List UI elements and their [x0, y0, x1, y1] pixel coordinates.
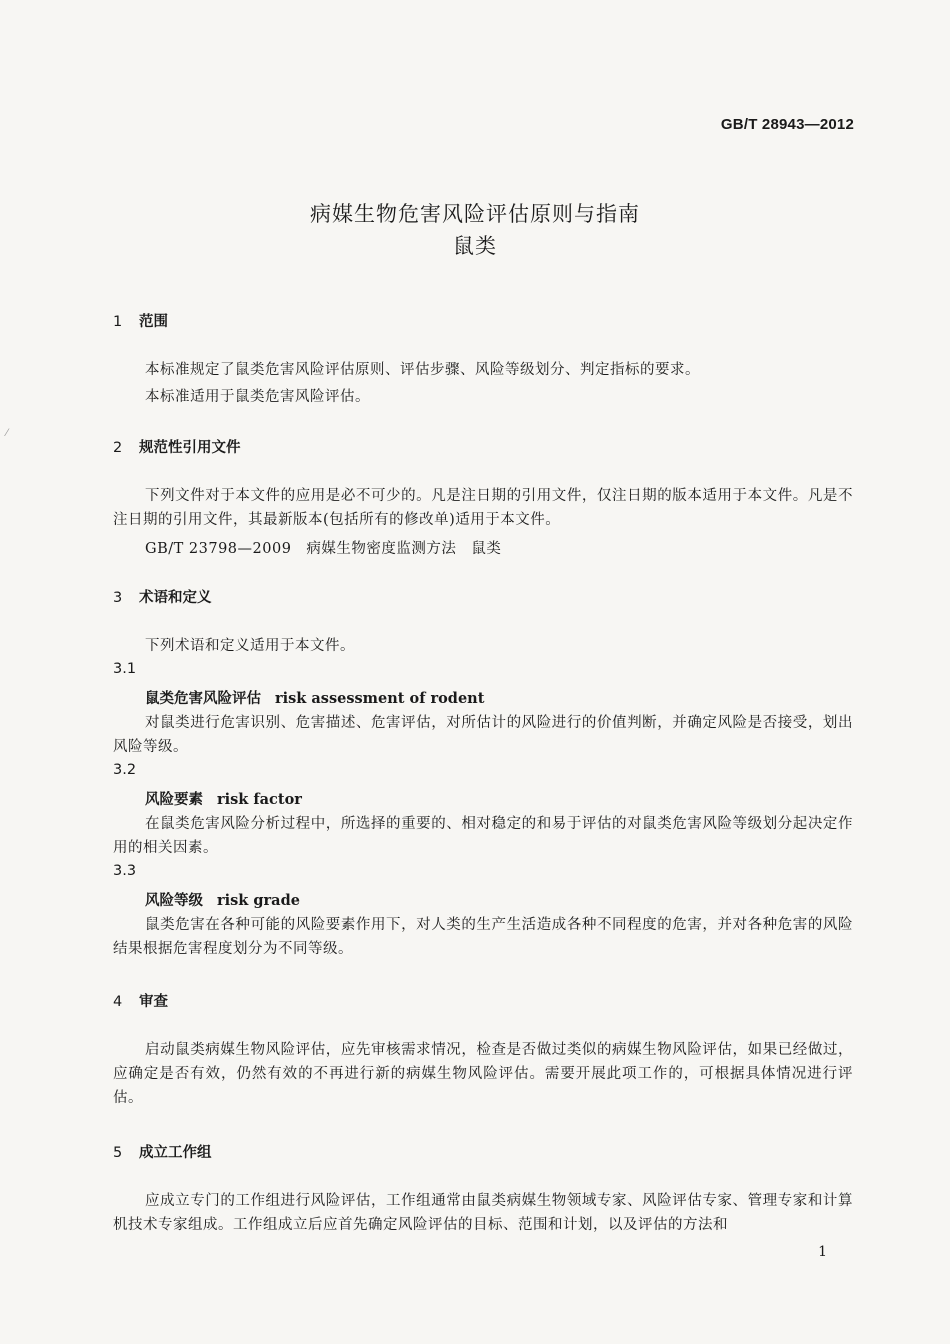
section-number: 3 [113, 590, 123, 606]
term-zh: 风险等级 [145, 893, 203, 909]
section-title: 范围 [139, 314, 168, 330]
section-number: 1 [113, 314, 123, 330]
section-3-intro: 下列术语和定义适用于本文件。 [145, 638, 355, 654]
title-line-2: 鼠类 [453, 234, 497, 258]
section-number: 4 [113, 994, 123, 1010]
section-5-para-1: 应成立专门的工作组进行风险评估，工作组通常由鼠类病媒生物领域专家、风险评估专家、管理专家和计算机技术专家组成。工作组成立后应首先确定风险评估的目标、范围和计划，以及评估的方法和 [113, 1193, 853, 1233]
term-en: risk factor [217, 791, 302, 808]
term-zh: 风险要素 [145, 792, 203, 808]
term-3-1 [145, 687, 484, 708]
section-2-para-1: 下列文件对于本文件的应用是必不可少的。凡是注日期的引用文件，仅注日期的版本适用于本文件。凡是不注日期的引用文件，其最新版本(包括所有的修改单)适用于本文件。 [113, 488, 853, 528]
section-5-heading [113, 1141, 212, 1162]
section-2-heading [113, 436, 241, 457]
section-title: 审查 [139, 994, 168, 1010]
standard-code: GB/T 28943—2012 [720, 116, 854, 133]
title-line-1: 病媒生物危害风险评估原则与指南 [310, 202, 640, 226]
section-4-para-1: 启动鼠类病媒生物风险评估，应先审核需求情况，检查是否做过类似的病媒生物风险评估，如果已经做过，应确定是否有效，仍然有效的不再进行新的病媒生物风险评估。需要开展此项工作的，可根据具体情况进行评估。 [113, 1042, 853, 1106]
term-en: risk grade [217, 892, 300, 909]
page-number: 1 [818, 1244, 827, 1260]
scan-mark: ⁄ [6, 428, 8, 439]
section-title: 规范性引用文件 [139, 440, 241, 456]
section-1-para-1: 本标准规定了鼠类危害风险评估原则、评估步骤、风险等级划分、判定指标的要求。 [145, 362, 700, 378]
section-number: 2 [113, 440, 123, 456]
term-3-3-number: 3.3 [113, 863, 137, 879]
document-title [0, 198, 950, 262]
section-1-heading [113, 310, 168, 331]
normative-reference: GB/T 23798—2009 病媒生物密度监测方法 鼠类 [145, 541, 502, 557]
term-en: risk assessment of rodent [275, 690, 485, 707]
term-3-2-definition: 在鼠类危害风险分析过程中，所选择的重要的、相对稳定的和易于评估的对鼠类危害风险等级划分起决定作用的相关因素。 [113, 816, 853, 856]
section-1-para-2: 本标准适用于鼠类危害风险评估。 [145, 389, 370, 405]
term-3-3 [145, 889, 300, 910]
term-3-2 [145, 788, 302, 809]
section-3-heading [113, 586, 212, 607]
section-4-heading [113, 990, 168, 1011]
term-3-1-definition: 对鼠类进行危害识别、危害描述、危害评估，对所估计的风险进行的价值判断，并确定风险是否接受，划出风险等级。 [113, 715, 853, 755]
section-title: 术语和定义 [139, 590, 212, 606]
section-number: 5 [113, 1145, 123, 1161]
term-3-1-number: 3.1 [113, 661, 137, 677]
term-3-2-number: 3.2 [113, 762, 137, 778]
term-3-3-definition: 鼠类危害在各种可能的风险要素作用下，对人类的生产生活造成各种不同程度的危害，并对各种危害的风险结果根据危害程度划分为不同等级。 [113, 917, 853, 957]
term-zh: 鼠类危害风险评估 [145, 691, 261, 707]
section-title: 成立工作组 [139, 1145, 212, 1161]
